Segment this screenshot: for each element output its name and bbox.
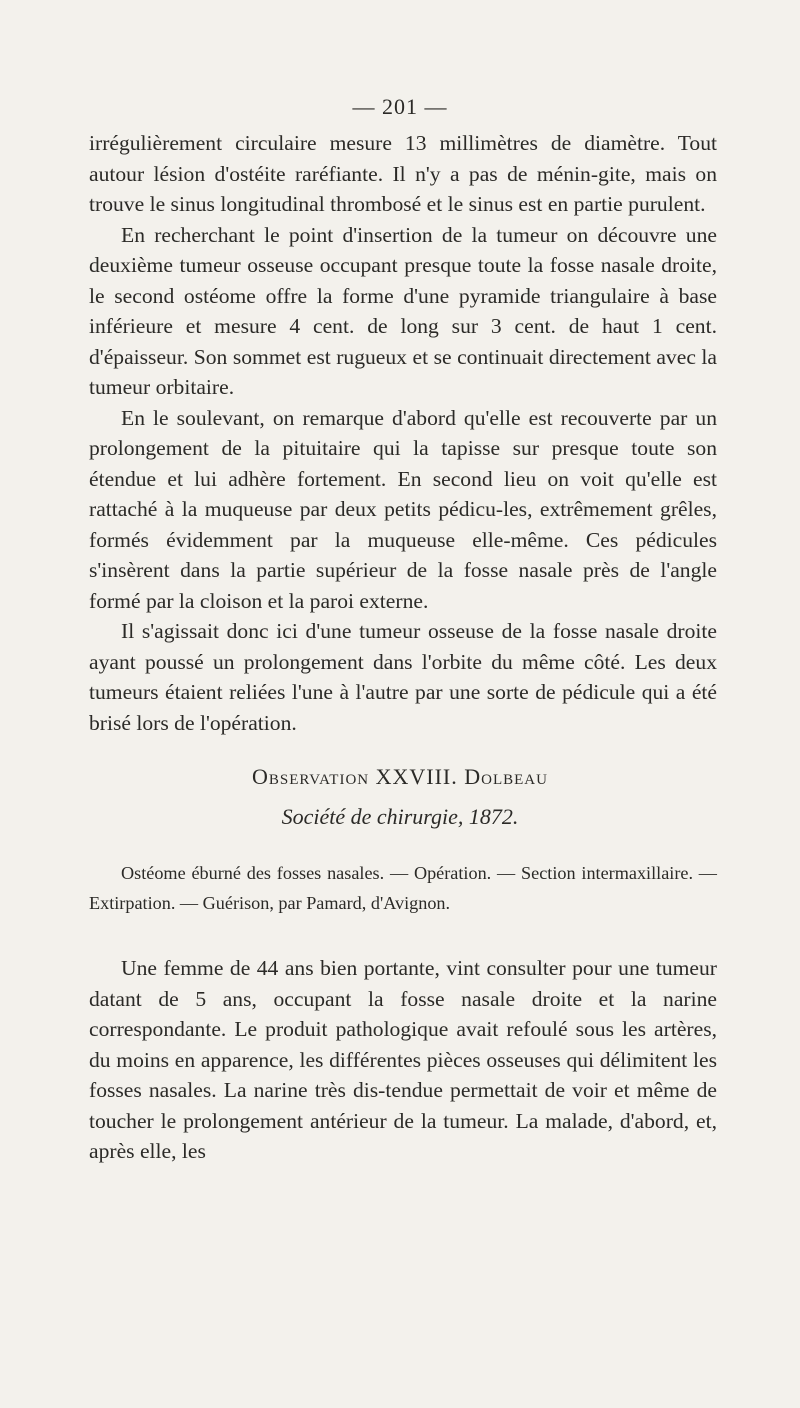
paragraph: Il s'agissait donc ici d'une tumeur osseuse de la fosse nasale droite ayant poussé un prolongement dans l'orbite du même côté. Les deux tumeurs étaient reliées l'une à l'autre par une sorte de pédicule qui a été brisé lors de l'opération. <box>89 619 717 735</box>
summary-line: intermaxillaire. — Extirpation. — Guérison, par Pamard, d'Avignon. <box>89 863 717 913</box>
summary-line: Ostéome éburné des fosses nasales. — Opération. — Section <box>121 863 576 883</box>
page-number: — 201 — <box>352 94 448 119</box>
observation-title: Observation XXVIII. Dolbeau <box>252 764 548 789</box>
paragraph: irrégulièrement circulaire mesure 13 millimètres de diamètre. Tout autour lésion d'ostéite raréfiante. Il n'y a pas de ménin-gite, mais on trouve le sinus longitudinal thrombosé et le sinus est en partie purulent. <box>89 131 717 216</box>
body-text-lower <box>89 953 717 1167</box>
paragraph: En le soulevant, on remarque d'abord qu'elle est recouverte par un prolongement de la pituitaire qui la tapisse sur presque toute son étendue et lui adhère fortement. En second lieu on voit qu'elle est rattaché à la muqueuse par deux petits pédicu-les, extrêmement grêles, formés évidemment par la muqueuse elle-même. Ces pédicules s'insèrent dans la partie supérieur de la fosse nasale près de l'angle formé par la cloison et la paroi externe. <box>89 405 717 613</box>
observation-summary <box>89 858 717 918</box>
paragraph: En recherchant le point d'insertion de la tumeur on découvre une deuxième tumeur osseuse occupant presque toute la fosse nasale droite, le second ostéome offre la forme d'une pyramide triangulaire à base inférieure et mesure 4 cent. de long sur 3 cent. de haut 1 cent. d'épaisseur. Son sommet est rugueux et se continuait directement avec la tumeur orbitaire. <box>89 222 717 399</box>
observation-subtitle: Société de chirurgie, 1872. <box>281 804 519 829</box>
body-text-upper <box>89 128 717 738</box>
paragraph: Une femme de 44 ans bien portante, vint consulter pour une tumeur datant de 5 ans, occupant la fosse nasale droite et la narine correspondante. Le produit pathologique avait refoulé sous les artères, du moins en apparence, les différentes pièces osseuses qui délimitent les fosses nasales. La narine très dis-tendue permettait de voir et même de toucher le prolongement antérieur de la tumeur. La malade, d'abord, et, après elle, les <box>89 956 717 1163</box>
